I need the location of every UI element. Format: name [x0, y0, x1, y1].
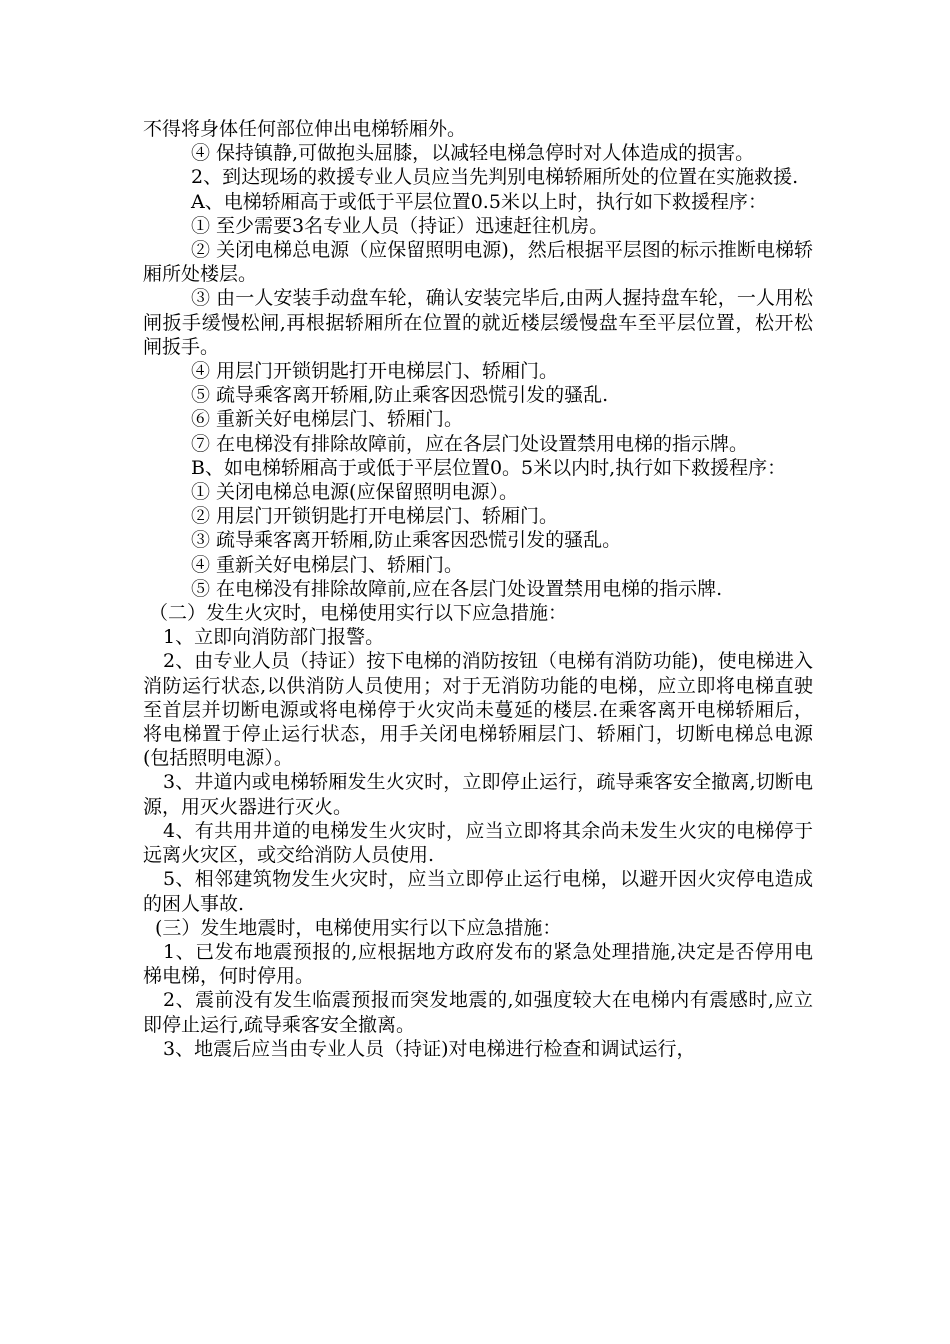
paragraph-a-step-5: ⑤ 疏导乘客离开轿厢,防止乘客因恐慌引发的骚乱. — [191, 384, 609, 407]
paragraph-a-step-2: ② 关闭电梯总电源（应保留照明电源)，然后根据平层图的标示推断电梯轿厢所处楼层。 — [143, 239, 813, 286]
paragraph-a-step-7: ⑦ 在电梯没有排除故障前，应在各层门处设置禁用电梯的指示牌。 — [191, 432, 749, 455]
paragraph-b-step-5: ⑤ 在电梯没有排除故障前,应在各层门处设置禁用电梯的指示牌. — [191, 577, 723, 600]
paragraph-step-4-stay-calm: ④ 保持镇静,可做抱头屈膝，以减轻电梯急停时对人体造成的损害。 — [191, 142, 755, 165]
paragraph-fire-1: 1、立即向消防部门报警。 — [163, 626, 385, 649]
paragraph-a-step-6: ⑥ 重新关好电梯层门、轿厢门。 — [191, 408, 464, 431]
paragraph-a-step-3: ③ 由一人安装手动盘车轮，确认安装完毕后,由两人握持盘车轮，一人用松闸扳手缓慢松闸,再根据轿厢所在位置的就近楼层缓慢盘车至平层位置，松开松闸扳手。 — [143, 287, 813, 358]
paragraph-a-step-4: ④ 用层门开锁钥匙打开电梯层门、轿厢门。 — [191, 360, 559, 383]
paragraph-b-step-1: ① 关闭电梯总电源(应保留照明电源）。 — [191, 481, 518, 504]
paragraph-fire-4: 4、有共用井道的电梯发生火灾时，应当立即将其余尚未发生火灾的电梯停于远离火灾区，或交给消防人员使用. — [143, 819, 813, 867]
document-page — [143, 117, 813, 1061]
section-heading-fire: （二）发生火灾时，电梯使用实行以下应急措施： — [149, 602, 568, 625]
paragraph-case-a: A、电梯轿厢高于或低于平层位置0.5米以上时，执行如下救援程序： — [191, 190, 767, 213]
paragraph-fire-5: 5、相邻建筑物发生火灾时，应当立即停止运行电梯，以避开因火灾停电造成的困人事故. — [143, 868, 813, 915]
paragraph-b-step-3: ③ 疏导乘客离开轿厢,防止乘客因恐慌引发的骚乱。 — [191, 529, 622, 552]
paragraph-fire-3: 3、井道内或电梯轿厢发生火灾时，立即停止运行，疏导乘客安全撤离,切断电源，用灭火器进行灭火。 — [143, 771, 813, 818]
paragraph-rescue-arrival: 2、到达现场的救援专业人员应当先判别电梯轿厢所处的位置在实施救援. — [191, 166, 799, 189]
paragraph-earthquake-2: 2、震前没有发生临震预报而突发地震的,如强度较大在电梯内有震感时,应立即停止运行,疏导乘客安全撤离。 — [143, 989, 813, 1036]
paragraph-a-step-1: ① 至少需要3名专业人员（持证）迅速赶往机房。 — [191, 214, 609, 237]
paragraph-fire-2: 2、由专业人员（持证）按下电梯的消防按钮（电梯有消防功能)，使电梯进入消防运行状态,以供消防人员使用；对于无消防功能的电梯，应立即将电梯直驶至首层并切断电源或将电梯停于火灾尚未蔓延的楼层.在乘客离开电梯轿厢后，将电梯置于停止运行状态，用手关闭电梯轿厢层门、轿厢门，切断电梯总电源(包括照明电源）。 — [143, 650, 813, 770]
paragraph-continuation: 不得将身体任何部位伸出电梯轿厢外。 — [143, 118, 467, 140]
paragraph-b-step-4: ④ 重新关好电梯层门、轿厢门。 — [191, 553, 464, 576]
paragraph-earthquake-3: 3、地震后应当由专业人员（持证)对电梯进行检查和调试运行， — [163, 1037, 696, 1060]
section-heading-earthquake: (三）发生地震时，电梯使用实行以下应急措施： — [155, 916, 562, 939]
paragraph-earthquake-1: 1、已发布地震预报的,应根据地方政府发布的紧急处理措施,决定是否停用电梯电梯，何时停用。 — [143, 940, 813, 988]
paragraph-case-b: B、如电梯轿厢高于或低于平层位置0。5米以内时,执行如下救援程序： — [191, 456, 787, 479]
paragraph-b-step-2: ② 用层门开锁钥匙打开电梯层门、轿厢门。 — [191, 505, 559, 528]
